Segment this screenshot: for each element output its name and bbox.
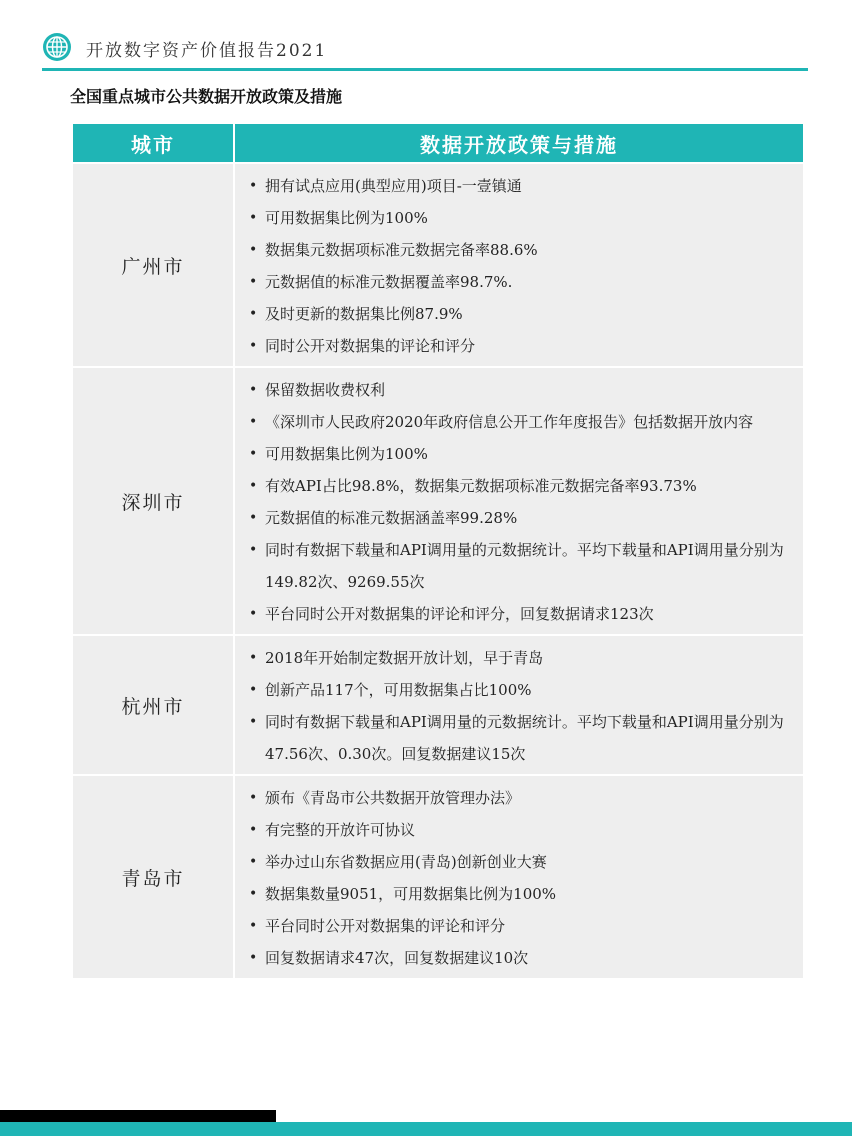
city-cell: 广州市 <box>73 164 235 366</box>
list-item: • 《深圳市人民政府2020年政府信息公开工作年度报告》包括数据开放内容 <box>249 406 791 438</box>
list-item: • 可用数据集比例为100% <box>249 202 791 234</box>
list-item: • 颁布《青岛市公共数据开放管理办法》 <box>249 782 791 814</box>
list-item: • 元数据值的标准元数据覆盖率98.7%. <box>249 266 791 298</box>
policy-table <box>73 124 803 978</box>
policy-cell <box>235 776 803 978</box>
list-item: • 平台同时公开对数据集的评论和评分 <box>249 910 791 942</box>
list-item: • 举办过山东省数据应用(青岛)创新创业大赛 <box>249 846 791 878</box>
header-divider <box>42 68 808 71</box>
city-cell: 青岛市 <box>73 776 235 978</box>
policy-cell <box>235 636 803 774</box>
list-item: • 有效API占比98.8%，数据集元数据项标准元数据完备率93.73% <box>249 470 791 502</box>
page-header <box>42 30 808 70</box>
globe-icon <box>42 32 72 62</box>
table-row <box>73 774 803 978</box>
list-item: • 数据集数量9051，可用数据集比例为100% <box>249 878 791 910</box>
policy-list <box>249 374 791 630</box>
list-item: • 2018年开始制定数据开放计划，早于青岛 <box>249 642 791 674</box>
header-policy: 数据开放政策与措施 <box>420 132 618 157</box>
list-item: • 拥有试点应用(典型应用)项目-一壹镇通 <box>249 170 791 202</box>
table-row <box>73 366 803 634</box>
list-item: • 保留数据收费权利 <box>249 374 791 406</box>
list-item: • 有完整的开放许可协议 <box>249 814 791 846</box>
policy-cell <box>235 164 803 366</box>
policy-cell <box>235 368 803 634</box>
list-item: • 同时有数据下载量和API调用量的元数据统计。平均下载量和API调用量分别为47.56次、0.30次。回复数据建议15次 <box>249 706 791 770</box>
city-cell: 杭州市 <box>73 636 235 774</box>
report-title: 开放数字资产价值报告2021 <box>86 41 328 61</box>
policy-list <box>249 642 791 770</box>
list-item: • 同时有数据下载量和API调用量的元数据统计。平均下载量和API调用量分别为149.82次、9269.55次 <box>249 534 791 598</box>
policy-list <box>249 782 791 974</box>
table-row <box>73 634 803 774</box>
section-title: 全国重点城市公共数据开放政策及措施 <box>70 87 343 106</box>
footer-bar-teal <box>0 1122 852 1136</box>
table-row <box>73 162 803 366</box>
list-item: • 元数据值的标准元数据涵盖率99.28% <box>249 502 791 534</box>
list-item: • 创新产品117个，可用数据集占比100% <box>249 674 791 706</box>
list-item: • 回复数据请求47次，回复数据建议10次 <box>249 942 791 974</box>
list-item: • 及时更新的数据集比例87.9% <box>249 298 791 330</box>
list-item: • 可用数据集比例为100% <box>249 438 791 470</box>
list-item: • 平台同时公开对数据集的评论和评分，回复数据请求123次 <box>249 598 791 630</box>
policy-list <box>249 170 791 362</box>
list-item: • 同时公开对数据集的评论和评分 <box>249 330 791 362</box>
table-header <box>73 124 803 162</box>
list-item: • 数据集元数据项标准元数据完备率88.6% <box>249 234 791 266</box>
header-city: 城市 <box>73 124 235 162</box>
city-cell: 深圳市 <box>73 368 235 634</box>
